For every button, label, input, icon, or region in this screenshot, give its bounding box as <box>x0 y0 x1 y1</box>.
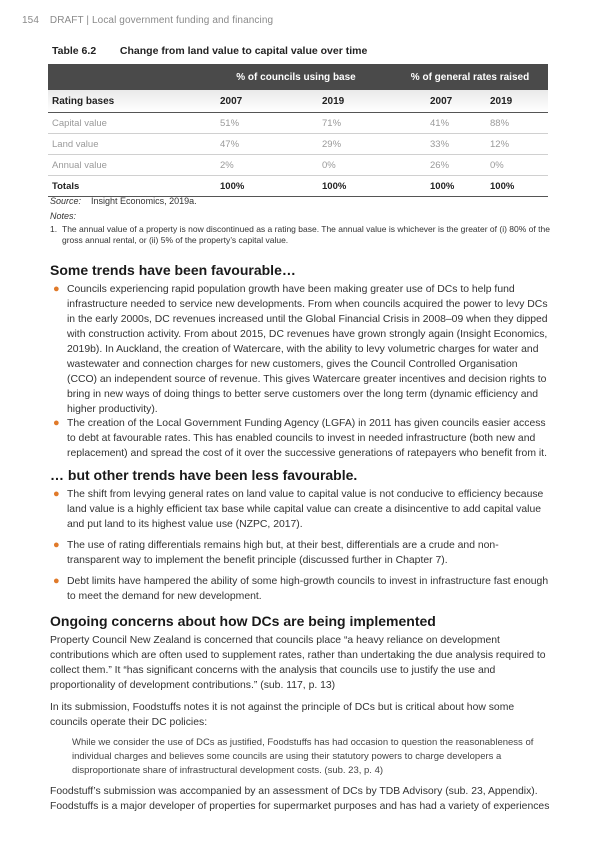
table-cell: 26% <box>392 155 474 176</box>
table-column-header: 2019 <box>284 90 392 113</box>
table-column-header: 2007 <box>392 90 474 113</box>
bullet-text: Debt limits have hampered the ability of some high-growth councils to invest in infrastructure fast enough to meet the demand for new development. <box>67 576 549 602</box>
table-cell: 100% <box>474 176 548 197</box>
table-cell: 2% <box>200 155 284 176</box>
table-cell: 71% <box>284 113 392 134</box>
bullet-item <box>50 487 550 532</box>
table-column-header-row <box>48 90 548 113</box>
bullet-marker: ● <box>53 488 60 500</box>
table-source <box>50 196 197 206</box>
running-title: DRAFT | Local government funding and financing <box>49 15 274 26</box>
note-line: gross annual rental, or (ii) 5% of the property’s capital value. <box>62 235 289 245</box>
body-paragraph: In its submission, Foodstuffs notes it is not against the principle of DCs but is critical about how some councils operate their DC policies: <box>50 702 515 728</box>
table-group-header-empty <box>48 64 200 90</box>
table-number: Table 6.2 <box>52 45 97 57</box>
table-cell: 29% <box>284 134 392 155</box>
bullet-item <box>50 416 550 461</box>
notes-label: Notes: <box>50 211 77 221</box>
table-cell: 41% <box>392 113 474 134</box>
table-cell: 88% <box>474 113 548 134</box>
table-row <box>48 134 548 155</box>
note-line: The annual value of a property is now discontinued as a rating base. The annual value is whichever is the greater of (i) 80% of the <box>62 224 550 234</box>
body-paragraph: Property Council New Zealand is concerned that councils place “a heavy reliance on development contributions which are often used to supplement rates, rather than undertaking the due analysis required to collect them.” It “has significant concerns with the analysis that councils use to justify the use and proportionality of development contributions.” (sub. 117, p. 13) <box>50 635 546 691</box>
table-cell: Annual value <box>48 155 200 176</box>
table-note <box>50 224 550 246</box>
table-group-header-row <box>48 64 548 90</box>
table-cell: 47% <box>200 134 284 155</box>
table-cell: 33% <box>392 134 474 155</box>
bullet-item <box>50 574 550 604</box>
block-quote: While we consider the use of DCs as justified, Foodstuffs has had occasion to question the reasonableness of individual charges and believes some councils are using their statutory powers to charge developers a disproportionate share of infrastructural development costs. (sub. 23, p. 4) <box>72 737 534 776</box>
rating-bases-table <box>48 64 548 197</box>
page-number: 154 <box>22 15 39 26</box>
bullet-text: The shift from levying general rates on land value to capital value is not conducive to efficiency because land value is a highly efficient tax base while capital value can create a disincentive to add capital value and put land to its highest value use (NZPC, 2017). <box>67 489 544 530</box>
table-cell: 0% <box>284 155 392 176</box>
table-column-header: Rating bases <box>48 90 200 113</box>
table-cell: Capital value <box>48 113 200 134</box>
section-heading: Ongoing concerns about how DCs are being implemented <box>50 613 436 629</box>
bullet-item <box>50 538 550 568</box>
table-group-header: % of councils using base <box>200 64 392 90</box>
table-cell: 100% <box>284 176 392 197</box>
running-header <box>22 15 273 26</box>
bullet-marker: ● <box>53 539 60 551</box>
table-column-header: 2019 <box>474 90 548 113</box>
table-totals-row <box>48 176 548 197</box>
table-row <box>48 113 548 134</box>
bullet-marker: ● <box>53 575 60 587</box>
bullet-marker: ● <box>53 283 60 295</box>
table-column-header: 2007 <box>200 90 284 113</box>
section-heading: Some trends have been favourable… <box>50 262 296 278</box>
table-cell: 100% <box>200 176 284 197</box>
body-paragraph: Foodstuff’s submission was accompanied by an assessment of DCs by TDB Advisory (sub. 23, Appendix). Foodstuffs is a major developer of properties for supermarket purposes and has had a variety of experiences <box>50 786 550 812</box>
table-cell: Land value <box>48 134 200 155</box>
note-number: 1. <box>50 224 58 234</box>
source-label: Source: <box>50 196 82 206</box>
section-heading: … but other trends have been less favourable. <box>50 467 358 483</box>
table-caption <box>52 45 367 57</box>
table-cell: 12% <box>474 134 548 155</box>
table-group-header: % of general rates raised <box>392 64 548 90</box>
source-text: Insight Economics, 2019a. <box>91 196 197 206</box>
bullet-text: The use of rating differentials remains high but, at their best, differentials are a crude and non-transparent way to implement the benefit principle (discussed further in Chapter 7). <box>67 540 499 566</box>
table-title: Change from land value to capital value over time <box>119 45 368 57</box>
bullet-text: The creation of the Local Government Funding Agency (LGFA) in 2011 has given councils easier access to debt at favourable rates. This has enabled councils to invest in needed infrastructure (both new and replacement) and spread the cost of it over the successive generations of ratepayers who benefit from it. <box>67 418 547 459</box>
bullet-marker: ● <box>53 417 60 429</box>
table-cell: 100% <box>392 176 474 197</box>
table-cell: 51% <box>200 113 284 134</box>
bullet-item <box>50 282 550 417</box>
bullet-text: Councils experiencing rapid population growth have been making greater use of DCs to help fund infrastructure needed to service new developments. From when councils acquired the power to levy DCs in the early 2000s, DC revenues increased until the Global Financial Crisis in 2008–09 when they dipped with construction activity. From about 2015, DC revenues have grown strongly again (Insight Economics, 2019b). In Auckland, the creation of Watercare, with the ability to levy volumetric charges for water and wastewater and connection charges for new customers, gives the Council Controlled Organisation (CCO) an independent source of revenue. This gives Watercare greater incentives and decision rights to bring in new ways of doing things to better serve customers over the long term (dynamic efficiency and higher productivity). <box>67 284 548 415</box>
table-cell: Totals <box>48 176 200 197</box>
table-cell: 0% <box>474 155 548 176</box>
table-row <box>48 155 548 176</box>
